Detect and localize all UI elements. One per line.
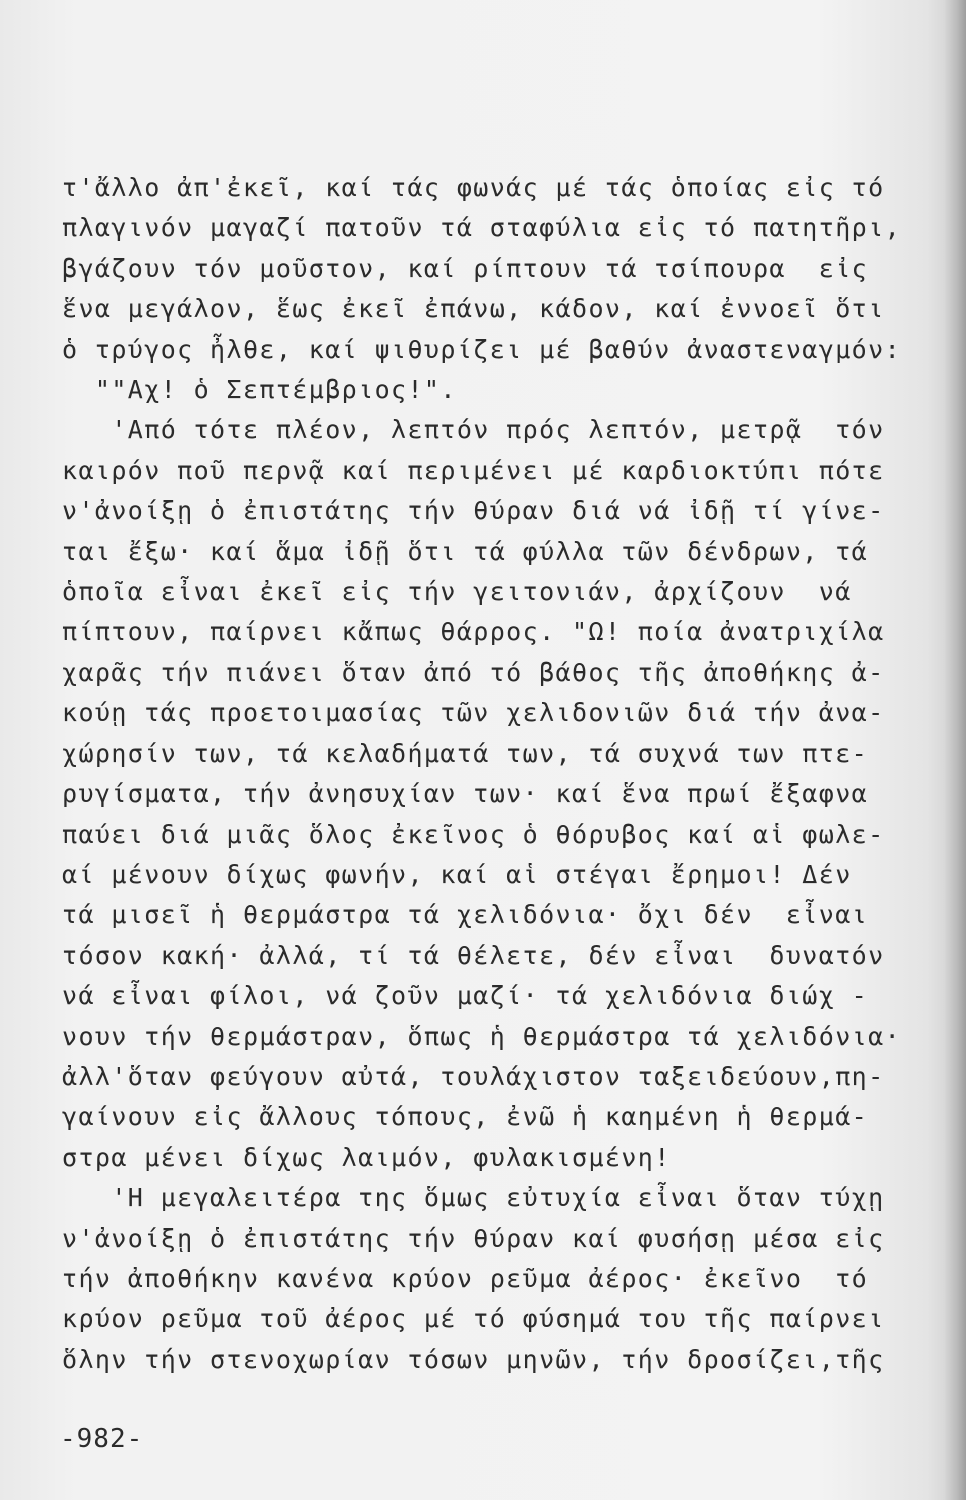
text-line: γαίνουν εἰς ἄλλους τόπους, ἐνῶ ἡ καημένη ἡ θερμά- (62, 1102, 869, 1132)
text-line: παύει διά μιᾶς ὅλος ἐκεῖνος ὁ θόρυβος καί αἱ φωλε- (62, 819, 885, 849)
text-line: 'Η μεγαλειτέρα της ὅμως εὐτυχία εἶναι ὅταν τύχῃ (62, 1183, 885, 1213)
text-line: χώρησίν των, τά κελαδήματά των, τά συχνά των πτε- (62, 738, 869, 768)
text-line: ἀλλ'ὅταν φεύγουν αὐτά, τουλάχιστον ταξειδεύουν,πη- (62, 1061, 885, 1091)
text-line: νά εἶναι φίλοι, νά ζοῦν μαζί· τά χελιδόνια διώχ - (62, 981, 869, 1011)
text-line: στρα μένει δίχως λαιμόν, φυλακισμένη! (62, 1142, 671, 1172)
page-edge-shadow (944, 0, 966, 1500)
text-line: κρύον ρεῦμα τοῦ ἀέρος μέ τό φύσημά του τῆς παίρνει (62, 1304, 885, 1334)
text-line: ""Αχ! ὁ Σεπτέμβριος!". (62, 375, 457, 405)
page-number: -982- (60, 1424, 144, 1454)
text-line: τά μισεῖ ἡ θερμάστρα τά χελιδόνια· ὄχι δέν εἶναι (62, 900, 869, 930)
text-line: τήν ἀποθήκην κανένα κρύον ρεῦμα ἀέρος· ἐκεῖνο τό (62, 1263, 869, 1293)
text-line: ἕνα μεγάλον, ἕως ἐκεῖ ἐπάνω, κάδον, καί ἐννοεῖ ὅτι (62, 294, 885, 324)
text-line: ὁ τρύγος ἦλθε, καί ψιθυρίζει μέ βαθύν ἀναστεναγμόν: (62, 334, 902, 364)
text-line: κούῃ τάς προετοιμασίας τῶν χελιδονιῶν διά τήν ἀνα- (62, 698, 885, 728)
text-line: χαρᾶς τήν πιάνει ὅταν ἀπό τό βάθος τῆς ἀποθήκης ἀ- (62, 657, 885, 687)
text-line: ὅλην τήν στενοχωρίαν τόσων μηνῶν, τήν δροσίζει,τῆς (62, 1344, 885, 1374)
body-text (62, 168, 922, 1380)
text-line: ὁποῖα εἶναι ἐκεῖ εἰς τήν γειτονιάν, ἀρχίζουν νά (62, 577, 852, 607)
text-line: 'Από τότε πλέον, λεπτόν πρός λεπτόν, μετρᾷ τόν (62, 415, 885, 445)
text-line: ν'ἀνοίξῃ ὁ ἐπιστάτης τήν θύραν καί φυσήσῃ μέσα εἰς (62, 1223, 885, 1253)
text-line: βγάζουν τόν μοῦστον, καί ρίπτουν τά τσίπουρα εἰς (62, 253, 869, 283)
text-line: ται ἔξω· καί ἅμα ἰδῇ ὅτι τά φύλλα τῶν δένδρων, τά (62, 536, 869, 566)
text-line: πίπτουν, παίρνει κἄπως θάρρος. "Ω! ποία ἀνατριχίλα (62, 617, 885, 647)
text-line: ν'ἀνοίξῃ ὁ ἐπιστάτης τήν θύραν διά νά ἰδῇ τί γίνε- (62, 496, 885, 526)
text-line: πλαγινόν μαγαζί πατοῦν τά σταφύλια εἰς τό πατητῆρι, (62, 213, 902, 243)
text-line: τόσον κακή· ἀλλά, τί τά θέλετε, δέν εἶναι δυνατόν (62, 940, 885, 970)
text-line: καιρόν ποῦ περνᾷ καί περιμένει μέ καρδιοκτύπι πότε (62, 455, 885, 485)
text-line: τ'ἄλλο ἀπ'ἐκεῖ, καί τάς φωνάς μέ τάς ὁποίας εἰς τό (62, 173, 885, 202)
text-line: αί μένουν δίχως φωνήν, καί αἱ στέγαι ἔρημοι! Δέν (62, 859, 852, 889)
text-line: νουν τήν θερμάστραν, ὅπως ἡ θερμάστρα τά χελιδόνια· (62, 1021, 902, 1051)
text-line: ρυγίσματα, τήν ἀνησυχίαν των· καί ἕνα πρωί ἔξαφνα (62, 779, 869, 809)
